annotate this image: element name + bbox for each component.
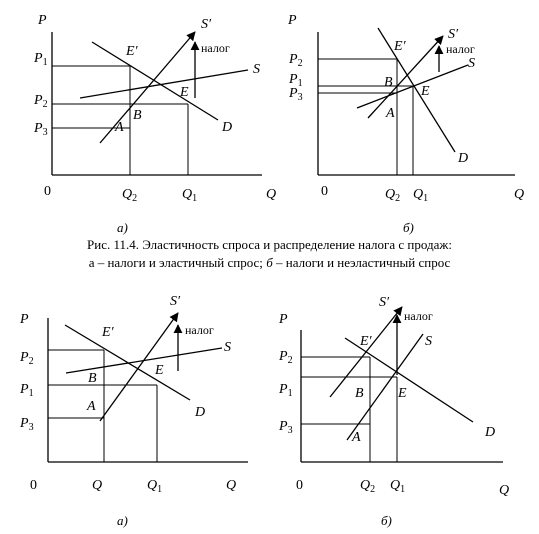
- point-b: B: [384, 75, 393, 90]
- qty-label-q1: $Q_1$: [182, 187, 198, 204]
- point-e: E: [180, 85, 189, 100]
- axis-y-label: P: [38, 13, 47, 28]
- panel-top-b-labels: [287, 13, 524, 235]
- curve-d: D: [222, 120, 233, 135]
- point-b: B: [133, 108, 142, 123]
- curve-s: S: [253, 62, 260, 77]
- axis-x-label: Q: [226, 478, 237, 493]
- point-e: E: [398, 386, 407, 401]
- price-label-p3: $P_3$: [289, 86, 303, 103]
- origin-label: 0: [296, 478, 303, 493]
- figure-caption-line2: [0, 254, 539, 271]
- point-e-prime: E′: [126, 44, 138, 59]
- point-e: E: [421, 84, 430, 99]
- qty-label-q: Q: [92, 478, 103, 493]
- caption-part-a-letter: а: [88, 255, 95, 270]
- panel-title: б): [381, 513, 392, 528]
- axis-y-label: P: [288, 13, 297, 28]
- point-a: A: [115, 120, 124, 135]
- panel-bottom-a-labels: [19, 294, 236, 528]
- point-b: B: [355, 386, 364, 401]
- origin-label: 0: [44, 184, 51, 199]
- point-e-prime: E′: [394, 39, 406, 54]
- curve-s: S: [425, 334, 432, 349]
- supply-curve: [80, 70, 248, 98]
- panel-bottom-a: [48, 313, 248, 462]
- price-label-p2: $P_2$: [289, 52, 303, 69]
- curve-d: D: [485, 425, 496, 440]
- panel-bottom-b: [301, 307, 503, 462]
- price-label-p3: $P_3$: [279, 419, 293, 436]
- axis-x-label: Q: [499, 483, 510, 498]
- point-e-prime: E′: [360, 334, 372, 349]
- price-label-p1: $P_1$: [289, 72, 303, 89]
- qty-label-q2: $Q_2$: [360, 478, 376, 495]
- axis-y-label: P: [20, 312, 29, 327]
- price-label-p1: $P_1$: [34, 51, 48, 68]
- figure-caption-line1: Рис. 11.4. Эластичность спроса и распределение налога с продаж:: [87, 237, 452, 252]
- axis-y-label: P: [279, 312, 288, 327]
- panel-top-a: [52, 32, 262, 175]
- qty-label-q2: $Q_2$: [122, 187, 138, 204]
- curve-s-prime: S′: [379, 295, 390, 310]
- curve-s-prime: S′: [201, 17, 212, 32]
- curve-s: S: [468, 56, 475, 71]
- point-a: A: [386, 106, 395, 121]
- curve-s-prime: S′: [448, 27, 459, 42]
- panel-top-b: [318, 28, 515, 175]
- price-label-p2: $P_2$: [34, 93, 48, 110]
- demand-curve: [378, 28, 455, 152]
- price-label-p3: $P_3$: [34, 121, 48, 138]
- point-a: A: [87, 399, 96, 414]
- qty-label-q1: $Q_1$: [390, 478, 406, 495]
- panel-bottom-b-labels: [278, 295, 509, 528]
- panel-title: б): [403, 220, 414, 235]
- qty-label-q1: $Q_1$: [413, 187, 429, 204]
- point-e-prime: E′: [102, 325, 114, 340]
- price-label-p1: $P_1$: [279, 382, 293, 399]
- point-e: E: [155, 363, 164, 378]
- demand-curve: [345, 338, 473, 422]
- price-label-p2: $P_2$: [20, 350, 34, 367]
- curve-s-prime: S′: [170, 294, 181, 309]
- curve-d: D: [458, 151, 469, 166]
- point-b: B: [88, 371, 97, 386]
- panel-title: а): [117, 220, 128, 235]
- origin-label: 0: [30, 478, 37, 493]
- price-label-p2: $P_2$: [279, 349, 293, 366]
- supply-curve-tax: [330, 307, 402, 397]
- origin-label: 0: [321, 184, 328, 199]
- point-a: A: [352, 430, 361, 445]
- demand-curve: [92, 42, 218, 120]
- tax-label: налог: [446, 42, 475, 56]
- tax-label: налог: [201, 41, 230, 55]
- caption-part-a-text: – налоги и эластичный спрос;: [94, 255, 267, 270]
- panel-top-a-labels: [33, 13, 276, 235]
- price-label-p3: $P_3$: [20, 416, 34, 433]
- panel-title: а): [117, 513, 128, 528]
- price-label-p1: $P_1$: [20, 382, 34, 399]
- caption-part-b-letter: б: [266, 255, 273, 270]
- curve-d: D: [195, 405, 206, 420]
- tax-label: налог: [404, 309, 433, 323]
- curve-s: S: [224, 340, 231, 355]
- qty-label-q2: $Q_2$: [385, 187, 401, 204]
- caption-part-b-text: – налоги и неэластичный спрос: [272, 255, 451, 270]
- axis-x-label: Q: [266, 187, 277, 202]
- tax-label: налог: [185, 323, 214, 337]
- axis-x-label: Q: [514, 187, 525, 202]
- qty-label-q1: $Q_1$: [147, 478, 163, 495]
